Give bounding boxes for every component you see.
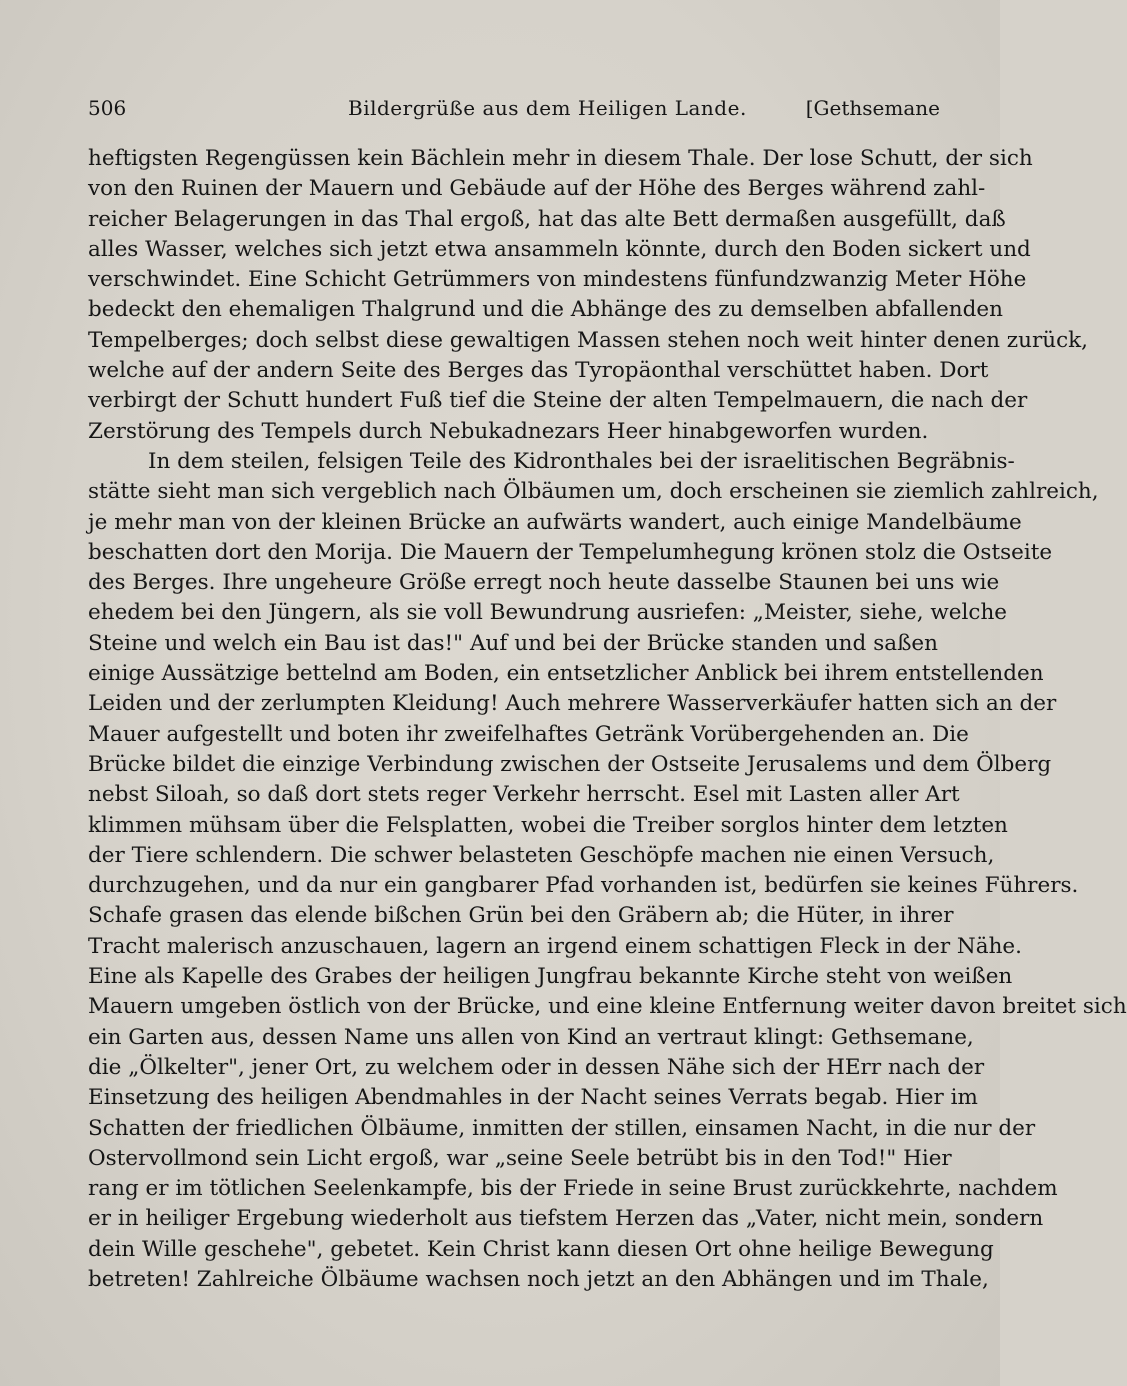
text-line: je mehr man von der kleinen Brücke an aufwärts wandert, auch einige Mandelbäume [88, 509, 1022, 535]
text-line: nebst Siloah, so daß dort stets reger Verkehr herrscht. Esel mit Lasten aller Art [88, 782, 960, 808]
text-line: die „Ölkelter", jener Ort, zu welchem oder in dessen Nähe sich der HErr nach der [88, 1054, 985, 1080]
text-line: Mauer aufgestellt und boten ihr zweifelhaftes Getränk Vorübergehenden an. Die [88, 721, 969, 747]
text-line: beschatten dort den Morija. Die Mauern der Tempelumhegung krönen stolz die Ostseite [88, 539, 1053, 565]
text-line: Steine und welch ein Bau ist das!" Auf und bei der Brücke standen und saßen [88, 630, 938, 656]
text-line: Eine als Kapelle des Grabes der heiligen Jungfrau bekannte Kirche steht von weißen [88, 964, 1013, 990]
page-number: 506 [88, 96, 127, 120]
text-line: verschwindet. Eine Schicht Getrümmers von mindestens fünfundzwanzig Meter Höhe [88, 267, 1027, 293]
text-line: der Tiere schlendern. Die schwer belasteten Geschöpfe machen nie einen Versuch, [88, 842, 995, 868]
text-line: Einsetzung des heiligen Abendmahles in der Nacht seines Verrats begab. Hier im [88, 1085, 978, 1111]
body-text [88, 144, 1127, 1295]
text-line: heftigsten Regengüssen kein Bächlein mehr in diesem Thale. Der lose Schutt, der sich [88, 146, 1033, 171]
text-line: dein Wille geschehe", gebetet. Kein Christ kann diesen Ort ohne heilige Bewegung [88, 1236, 994, 1262]
text-line: Leiden und der zerlumpten Kleidung! Auch mehrere Wasserverkäufer hatten sich an der [88, 691, 1057, 717]
text-line: betreten! Zahlreiche Ölbäume wachsen noch jetzt an den Abhängen und im Thale, [88, 1266, 989, 1292]
text-line: durchzugehen, und da nur ein gangbarer Pfad vorhanden ist, bedürfen sie keines Führers. [88, 873, 1079, 899]
text-line: bedeckt den ehemaligen Thalgrund und die Abhänge des zu demselben abfallenden [88, 297, 1003, 323]
text-line: Ostervollmond sein Licht ergoß, war „seine Seele betrübt bis in den Tod!" Hier [88, 1145, 952, 1171]
text-line: Schatten der friedlichen Ölbäume, inmitten der stillen, einsamen Nacht, in die nur der [88, 1115, 1036, 1141]
text-line: Brücke bildet die einzige Verbindung zwischen der Ostseite Jerusalems und dem Ölberg [88, 751, 1052, 777]
text-line: rang er im tötlichen Seelenkampfe, bis der Friede in seine Brust zurückkehrte, nachdem [88, 1176, 1058, 1202]
section-title: [Gethsemane [805, 96, 940, 120]
text-line: Schafe grasen das elende bißchen Grün bei den Gräbern ab; die Hüter, in ihrer [88, 903, 954, 929]
text-line: des Berges. Ihre ungeheure Größe erregt noch heute dasselbe Staunen bei uns wie [88, 570, 1000, 596]
text-line: ehedem bei den Jüngern, als sie voll Bewundrung ausriefen: „Meister, siehe, welche [88, 600, 1008, 626]
text-line: Mauern umgeben östlich von der Brücke, und eine kleine Entfernung weiter davon breitet sich [88, 994, 1127, 1020]
text-line: ein Garten aus, dessen Name uns allen von Kind an vertraut klingt: Gethsemane, [88, 1024, 974, 1050]
text-line: reicher Belagerungen in das Thal ergoß, hat das alte Bett dermaßen ausgefüllt, daß [88, 206, 1006, 232]
paragraph-end-line: Zerstörung des Tempels durch Nebukadnezars Heer hinabgeworfen wurden. [88, 418, 929, 444]
text-line: welche auf der andern Seite des Berges das Tyropäonthal verschüttet haben. Dort [88, 358, 989, 384]
running-title: Bildergrüße aus dem Heiligen Lande. [348, 96, 747, 120]
text-line: klimmen mühsam über die Felsplatten, wobei die Treiber sorglos hinter dem letzten [88, 812, 1008, 838]
text-line: von den Ruinen der Mauern und Gebäude auf der Höhe des Berges während zahl- [88, 176, 986, 202]
paragraph-start-line: In dem steilen, felsigen Teile des Kidronthales bei der israelitischen Begräbnis- [148, 448, 1015, 474]
text-line: Tracht malerisch anzuschauen, lagern an irgend einem schattigen Fleck in der Nähe. [88, 933, 1022, 959]
text-line: er in heiliger Ergebung wiederholt aus tiefstem Herzen das „Vater, nicht mein, sondern [88, 1206, 1044, 1232]
text-line: alles Wasser, welches sich jetzt etwa ansammeln könnte, durch den Boden sickert und [88, 236, 1031, 262]
text-line: Tempelberges; doch selbst diese gewaltigen Massen stehen noch weit hinter denen zurück, [88, 327, 1088, 353]
text-line: einige Aussätzige bettelnd am Boden, ein entsetzlicher Anblick bei ihrem entstellenden [88, 661, 1044, 687]
text-line: verbirgt der Schutt hundert Fuß tief die Steine der alten Tempelmauern, die nach der [88, 388, 1028, 414]
running-head [88, 92, 940, 124]
text-line: stätte sieht man sich vergeblich nach Ölbäumen um, doch erscheinen sie ziemlich zahlreich, [88, 479, 1099, 505]
